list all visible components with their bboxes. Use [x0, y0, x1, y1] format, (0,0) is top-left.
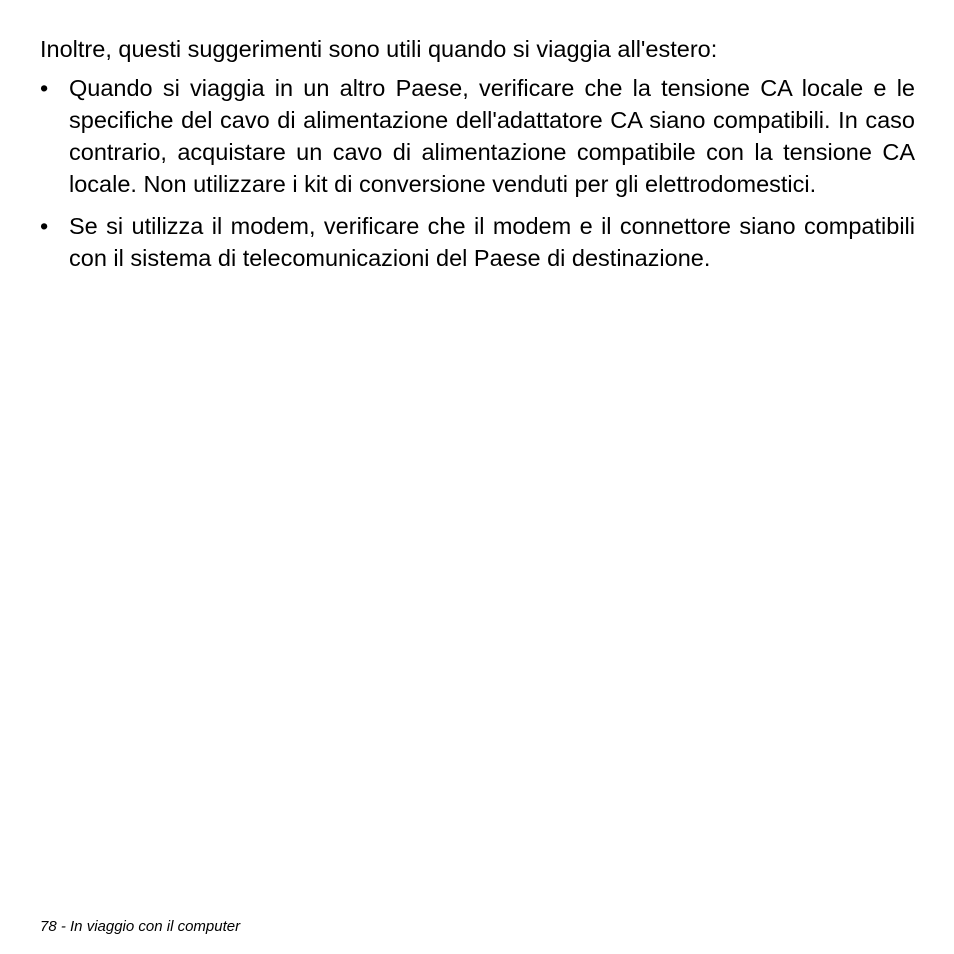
tips-list — [40, 72, 915, 284]
intro-paragraph: Inoltre, questi suggerimenti sono utili quando si viaggia all'estero: — [40, 36, 718, 62]
list-item — [40, 210, 915, 274]
list-item — [40, 72, 915, 200]
bullet-icon: • — [40, 75, 49, 101]
page-footer: 78 - In viaggio con il computer — [40, 918, 241, 935]
list-item-text: Quando si viaggia in un altro Paese, verificare che la tensione CA locale e le specifiche del cavo di alimentazione dell'adattatore CA siano compatibili. In caso contrario, acquistare un cavo di alimentazione compatibile con la tensione CA locale. Non utilizzare i kit di conversione venduti per gli elettrodomestici. — [69, 75, 915, 197]
list-item-text: Se si utilizza il modem, verificare che il modem e il connettore siano compatibili con il sistema di telecomunicazioni del Paese di destinazione. — [69, 213, 915, 271]
bullet-icon: • — [40, 213, 49, 239]
